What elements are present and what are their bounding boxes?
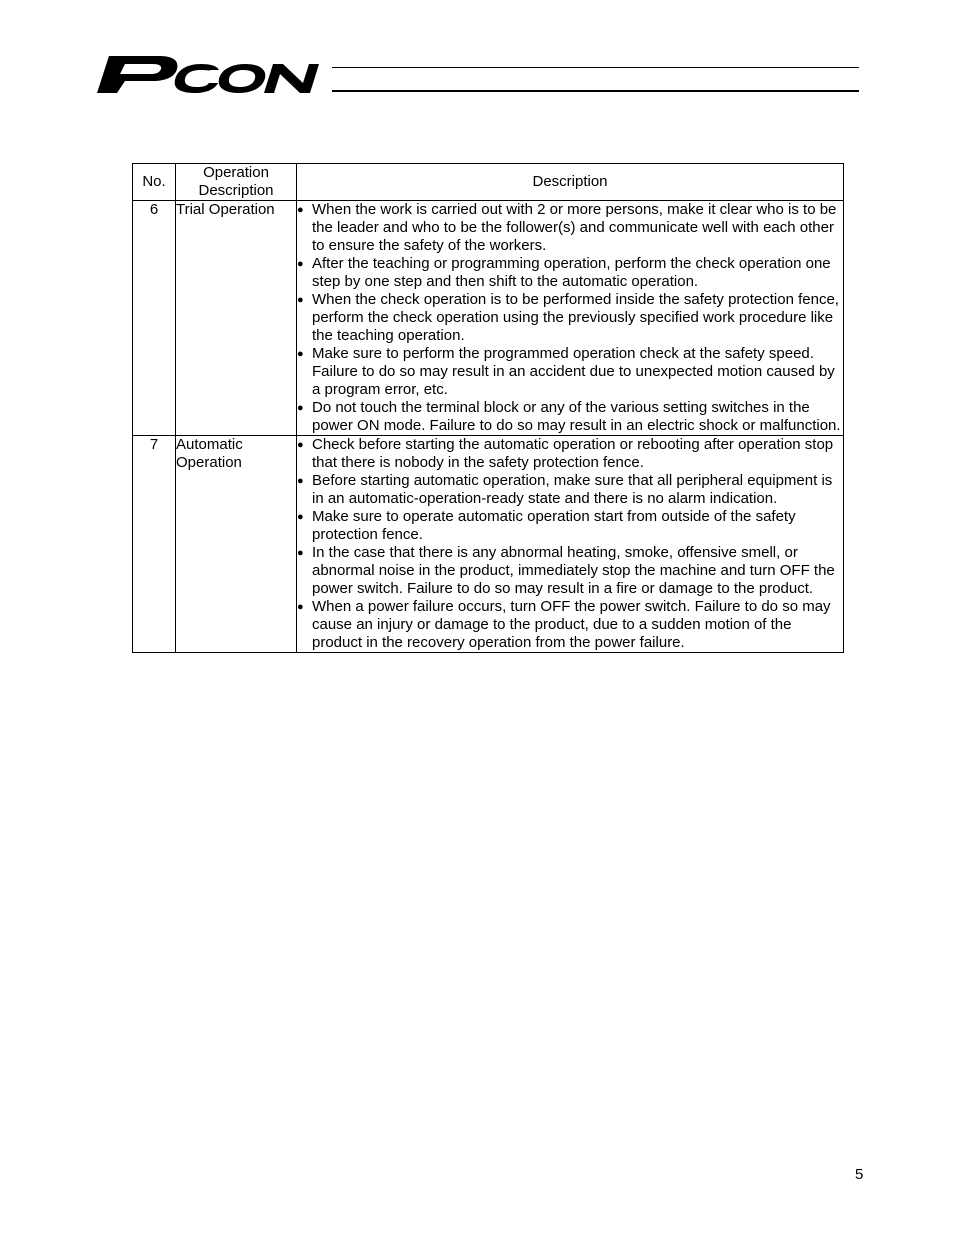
bullet-list — [297, 201, 843, 435]
logo-letter-o — [219, 64, 266, 93]
bullet-item: ● When the work is carried out with 2 or more persons, make it clear who is to be the leader and who to be the follower(s) and communicate well with each other to ensure the safety of the workers. — [297, 201, 843, 255]
logo-letter-n — [264, 64, 319, 93]
row-description — [297, 201, 844, 436]
table-row — [133, 436, 844, 653]
bullet-item: ● In the case that there is any abnormal heating, smoke, offensive smell, or abnormal noise in the product, immediately stop the machine and turn OFF the power switch. Failure to do so may result in a fire or damage to the product. — [297, 544, 843, 598]
row-no: 7 — [133, 436, 176, 653]
bullet-item: ● Do not touch the terminal block or any of the various setting switches in the power ON mode. Failure to do so may result in an electric shock or malfunction. — [297, 399, 843, 435]
bullet-item: ● When a power failure occurs, turn OFF the power switch. Failure to do so may cause an injury or damage to the product, due to a sudden motion of the product in the recovery operation from the power failure. — [297, 598, 843, 652]
bullet-item: ● Make sure to perform the programmed operation check at the safety speed. Failure to do so may result in an accident due to unexpected motion caused by a program error, etc. — [297, 345, 843, 399]
header-no: No. — [133, 164, 176, 201]
logo-letter-p — [97, 56, 177, 93]
row-operation: Trial Operation — [176, 201, 297, 436]
row-description — [297, 436, 844, 653]
header-rule-thick — [332, 90, 859, 92]
table-header-row — [133, 164, 844, 201]
bullet-item: ● After the teaching or programming operation, perform the check operation one step by one step and then shift to the automatic operation. — [297, 255, 843, 291]
bullet-item: ● Check before starting the automatic operation or rebooting after operation stop that there is nobody in the safety protection fence. — [297, 436, 843, 472]
operation-table — [132, 163, 844, 653]
pcon-logo — [95, 52, 335, 98]
bullet-item: ● Before starting automatic operation, make sure that all peripheral equipment is in an automatic-operation-ready state and there is no alarm indication. — [297, 472, 843, 508]
row-operation: Automatic Operation — [176, 436, 297, 653]
header-operation: Operation Description — [176, 164, 297, 201]
logo-text: PCON — [95, 52, 98, 53]
bullet-item: ● When the check operation is to be performed inside the safety protection fence, perform the check operation using the previously specified work procedure like the teaching operation. — [297, 291, 843, 345]
bullet-item: ● Make sure to operate automatic operation start from outside of the safety protection fence. — [297, 508, 843, 544]
page-number: 5 — [855, 1166, 864, 1183]
row-no: 6 — [133, 201, 176, 436]
logo-letter-c — [175, 64, 219, 93]
table-row — [133, 201, 844, 436]
header-rule-thin — [332, 67, 859, 68]
bullet-list — [297, 436, 843, 652]
header-description: Description — [297, 164, 844, 201]
